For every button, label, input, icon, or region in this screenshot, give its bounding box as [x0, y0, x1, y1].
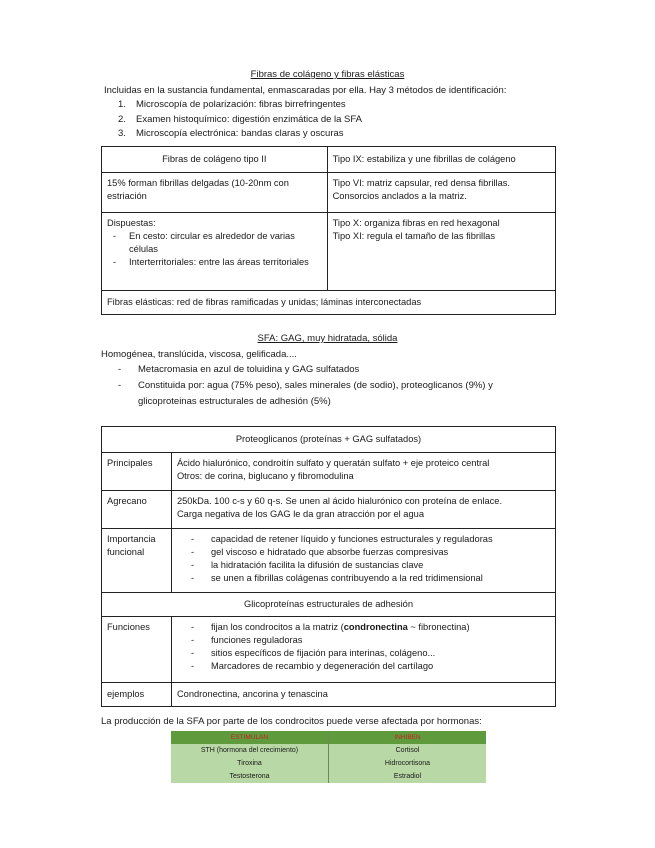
list-item: - Interterritoriales: entre las áreas territoriales — [107, 256, 322, 269]
list-item: - funciones reguladoras — [177, 634, 550, 647]
list-item: 1. Microscopía de polarización: fibras birrefringentes — [118, 99, 346, 110]
hormone-stimulate: Tiroxina — [237, 760, 262, 767]
cell-funciones — [171, 617, 555, 683]
cell-header-proteoglicanos: Proteoglicanos (proteínas + GAG sulfatados) — [102, 427, 556, 453]
hormones-table — [171, 731, 486, 783]
cell-header-left: Fibras de colágeno tipo II — [102, 147, 328, 173]
list-item: - gel viscoso e hidratado que absorbe fuerzas compresivas — [177, 546, 550, 559]
cell-agrecano: 250kDa. 100 c-s y 60 q-s. Se unen al ácido hialurónico con proteína de enlace. Carga negativa de los GAG le da gran atracción por el agua — [171, 491, 555, 529]
list-item: 2. Examen histoquímico: digestión enzimática de la SFA — [118, 113, 363, 125]
section-intro: Homogénea, translúcida, viscosa, gelificada.... — [101, 349, 297, 360]
list-item: - sitios específicos de fijación para interinas, colágeno... — [177, 647, 550, 660]
hormone-inhibit: Hidrocortisona — [384, 760, 431, 767]
cell-r1-right: Tipo VI: matriz capsular, red densa fibrillas. Consorcios anclados a la matriz. — [327, 173, 555, 213]
list-item: - la hidratación facilita la difusión de sustancias clave — [177, 559, 550, 572]
list-item: 3. Microscopía electrónica: bandas claras y oscuras — [118, 128, 344, 139]
list-item: - fijan los condrocitos a la matriz (condronectina ~ fibronectina) — [177, 621, 550, 634]
sfa-bullets — [118, 362, 538, 410]
list-item: - se unen a fibrillas colágenas contribuyendo a la red tridimensional — [177, 572, 550, 585]
cell-ejemplos: Condronectina, ancorina y tenascina — [171, 683, 555, 707]
list-item: - Constituida por: agua (75% peso), sales minerales (de sodio), proteoglicanos (9%) y glicoproteinas estructurales de adhesión (5%) — [118, 378, 538, 410]
cell-importancia — [171, 529, 555, 593]
cell-label-importancia: Importancia funcional — [102, 529, 172, 593]
cell-r2-left: Dispuestas: - En cesto: circular es alrededor de varias células - Interterritoriales: entre las áreas territoriales — [102, 213, 328, 291]
closing-text: La producción de la SFA por parte de los condrocitos puede verse afectada por hormonas: — [101, 716, 482, 727]
hormone-inhibit: Cortisol — [395, 747, 420, 754]
cell-label-principales: Principales — [102, 453, 172, 491]
proteoglycan-table — [101, 426, 556, 707]
hormone-inhibit: Estradiol — [393, 773, 422, 780]
list-item: - Metacromasia en azul de toluidina y GAG sulfatados — [118, 362, 538, 378]
hormone-stimulate: STH (hormona del crecimiento) — [200, 747, 299, 754]
section-intro: Incluidas en la sustancia fundamental, enmascaradas por ella. Hay 3 métodos de identificación: — [104, 85, 507, 96]
section-title-fibras: Fibras de colágeno y fibras elásticas — [250, 69, 405, 80]
cell-r2-right: Tipo X: organiza fibras en red hexagonal Tipo XI: regula el tamaño de las fibrillas — [327, 213, 555, 291]
methods-list — [118, 98, 362, 142]
hormones-head-left: ESTIMULAN — [230, 734, 269, 741]
section-title-sfa: SFA: GAG, muy hidratada, sólida — [257, 333, 398, 344]
cell-header-glicoproteinas: Glicoproteínas estructurales de adhesión — [102, 593, 556, 617]
cell-header-right: Tipo IX: estabiliza y une fibrillas de colágeno — [327, 147, 555, 173]
cell-principales: Ácido hialurónico, condroitín sulfato y queratán sulfato + eje proteico central Otros: de corina, biglucano y fibromodulina — [171, 453, 555, 491]
list-item: - Marcadores de recambio y degeneración del cartílago — [177, 660, 550, 673]
collagen-table — [101, 146, 556, 315]
list-item: - capacidad de retener líquido y funciones estructurales y reguladoras — [177, 533, 550, 546]
cell-label-agrecano: Agrecano — [102, 491, 172, 529]
cell-label-funciones: Funciones — [102, 617, 172, 683]
hormone-stimulate: Testosterona — [229, 773, 270, 780]
cell-footer: Fibras elásticas: red de fibras ramificadas y unidas; láminas interconectadas — [102, 291, 556, 315]
hormones-divider — [328, 731, 329, 783]
cell-r1-left: 15% forman fibrillas delgadas (10-20nm con estriación — [102, 173, 328, 213]
list-item: - En cesto: circular es alrededor de varias células — [107, 230, 322, 256]
hormones-head-right: INHIBEN — [394, 734, 421, 741]
cell-label-ejemplos: ejemplos — [102, 683, 172, 707]
